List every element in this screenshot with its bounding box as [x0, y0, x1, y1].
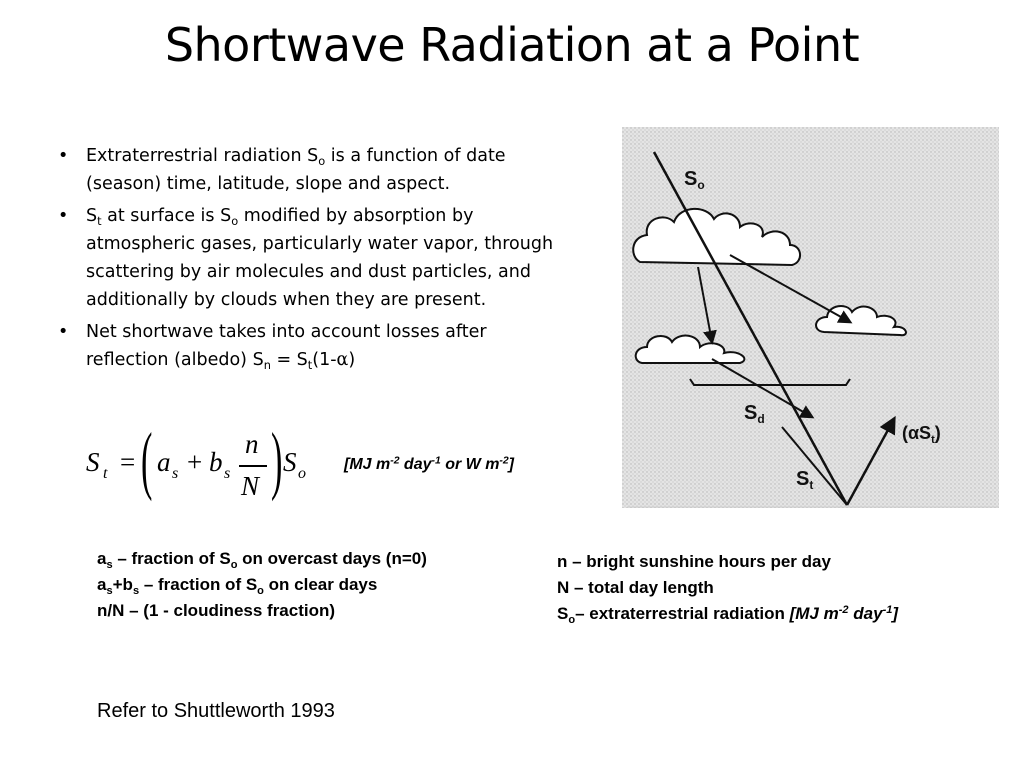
label-alpha-st: $(\alpha S_t)$	[902, 423, 941, 446]
def-sub: o	[230, 558, 238, 571]
b2-text-1: S	[86, 206, 98, 226]
bullet-net-shortwave	[58, 318, 558, 374]
definitions-left	[97, 546, 427, 624]
formula-fraction-line	[239, 465, 267, 467]
bullet-dot: •	[58, 322, 69, 342]
def-as-bs	[97, 572, 427, 598]
def-n	[557, 549, 898, 575]
def-text: a	[97, 549, 107, 568]
units-part: day	[399, 456, 432, 473]
formula-sub-s2: s	[224, 465, 231, 482]
b3-text-2: = S	[270, 350, 308, 370]
def-text: S	[557, 604, 569, 623]
def-text: on clear days	[263, 575, 378, 594]
formula-So: S	[283, 447, 297, 477]
formula-S: S	[86, 447, 100, 477]
label-sd: $S_d$	[744, 402, 765, 426]
units-exp: -1	[431, 455, 441, 467]
definitions-right	[557, 549, 898, 627]
formula-left-paren: (	[140, 418, 153, 502]
b2-text-3: modified by absorption by atmospheric gases, particularly water vapor, through scattering by air molecules and dust particles, and additionally by clouds when they are present.	[86, 206, 554, 310]
b2-sub-t: t	[97, 213, 102, 228]
bullet-list	[58, 142, 558, 378]
formula-b: b	[209, 447, 223, 477]
units-part: or W m	[440, 456, 500, 473]
units-part: ]	[508, 456, 514, 473]
def-text: +b	[112, 575, 133, 594]
def-sub: o	[568, 613, 576, 626]
b3-sub-n: n	[263, 357, 271, 372]
slide-title: Shortwave Radiation at a Point	[164, 18, 860, 72]
diagram-background	[622, 127, 999, 508]
reference-note: Refer to Shuttleworth 1993	[97, 700, 335, 722]
units-part: [MJ m	[344, 456, 391, 473]
radiation-diagram	[622, 127, 999, 508]
bullet-dot: •	[58, 206, 69, 226]
b3-text-1: Net shortwave takes into account losses after reflection (albedo) S	[86, 322, 487, 370]
units-exp: -2	[499, 455, 509, 467]
formula-n: n	[245, 429, 259, 459]
bullet-surface	[58, 202, 558, 314]
b3-text-4: )	[348, 350, 356, 370]
formula-right-paren: )	[270, 418, 283, 502]
def-text: [MJ m	[789, 604, 839, 623]
b2-text-2: at surface is S	[101, 206, 232, 226]
b1-text-1: Extraterrestrial radiation S	[86, 146, 319, 166]
formula-N: N	[241, 471, 260, 501]
def-text: on overcast days (n=0)	[237, 549, 427, 568]
b1-sub-o: o	[318, 153, 326, 168]
def-as	[97, 546, 427, 572]
def-text: n – bright sunshine hours per day	[557, 552, 831, 571]
def-n-over-N	[97, 598, 427, 624]
formula-a: a	[157, 447, 171, 477]
def-N	[557, 575, 898, 601]
def-sub: o	[257, 584, 264, 597]
alpha-symbol: α	[336, 350, 349, 370]
def-text: a	[97, 575, 107, 594]
label-st: $S_t$	[796, 468, 814, 492]
b3-text-3: (1-	[312, 350, 337, 370]
def-text: – fraction of S	[139, 575, 258, 594]
def-text: ]	[892, 604, 899, 623]
formula-sub-t: t	[103, 465, 108, 482]
def-text: N – total day length	[557, 578, 714, 597]
def-text: – fraction of S	[112, 549, 231, 568]
formula-plus: +	[187, 447, 203, 477]
b1-text-2: is a function of date (season) time, latitude, slope and aspect.	[86, 146, 506, 194]
formula-units	[344, 456, 514, 474]
def-So	[557, 601, 898, 627]
def-text: day	[848, 604, 883, 623]
def-text: – extraterrestrial radiation	[575, 604, 790, 623]
def-text: n/N – (1 - cloudiness fraction)	[97, 601, 336, 620]
formula-sub-o: o	[298, 465, 306, 482]
formula-sub-s1: s	[172, 465, 179, 482]
b2-sub-o: o	[231, 213, 239, 228]
b3-sub-t: t	[307, 357, 313, 372]
def-sub: s	[106, 558, 113, 571]
def-exp: -2	[838, 603, 849, 616]
units-exp: -2	[390, 455, 400, 467]
def-exp: -1	[882, 603, 893, 616]
formula-equals: =	[120, 447, 136, 477]
label-so: $S_o$	[684, 168, 705, 192]
bullet-dot: •	[58, 146, 69, 166]
def-sub: s	[106, 584, 113, 597]
def-sub: s	[132, 584, 140, 597]
bullet-extraterrestrial	[58, 142, 558, 198]
